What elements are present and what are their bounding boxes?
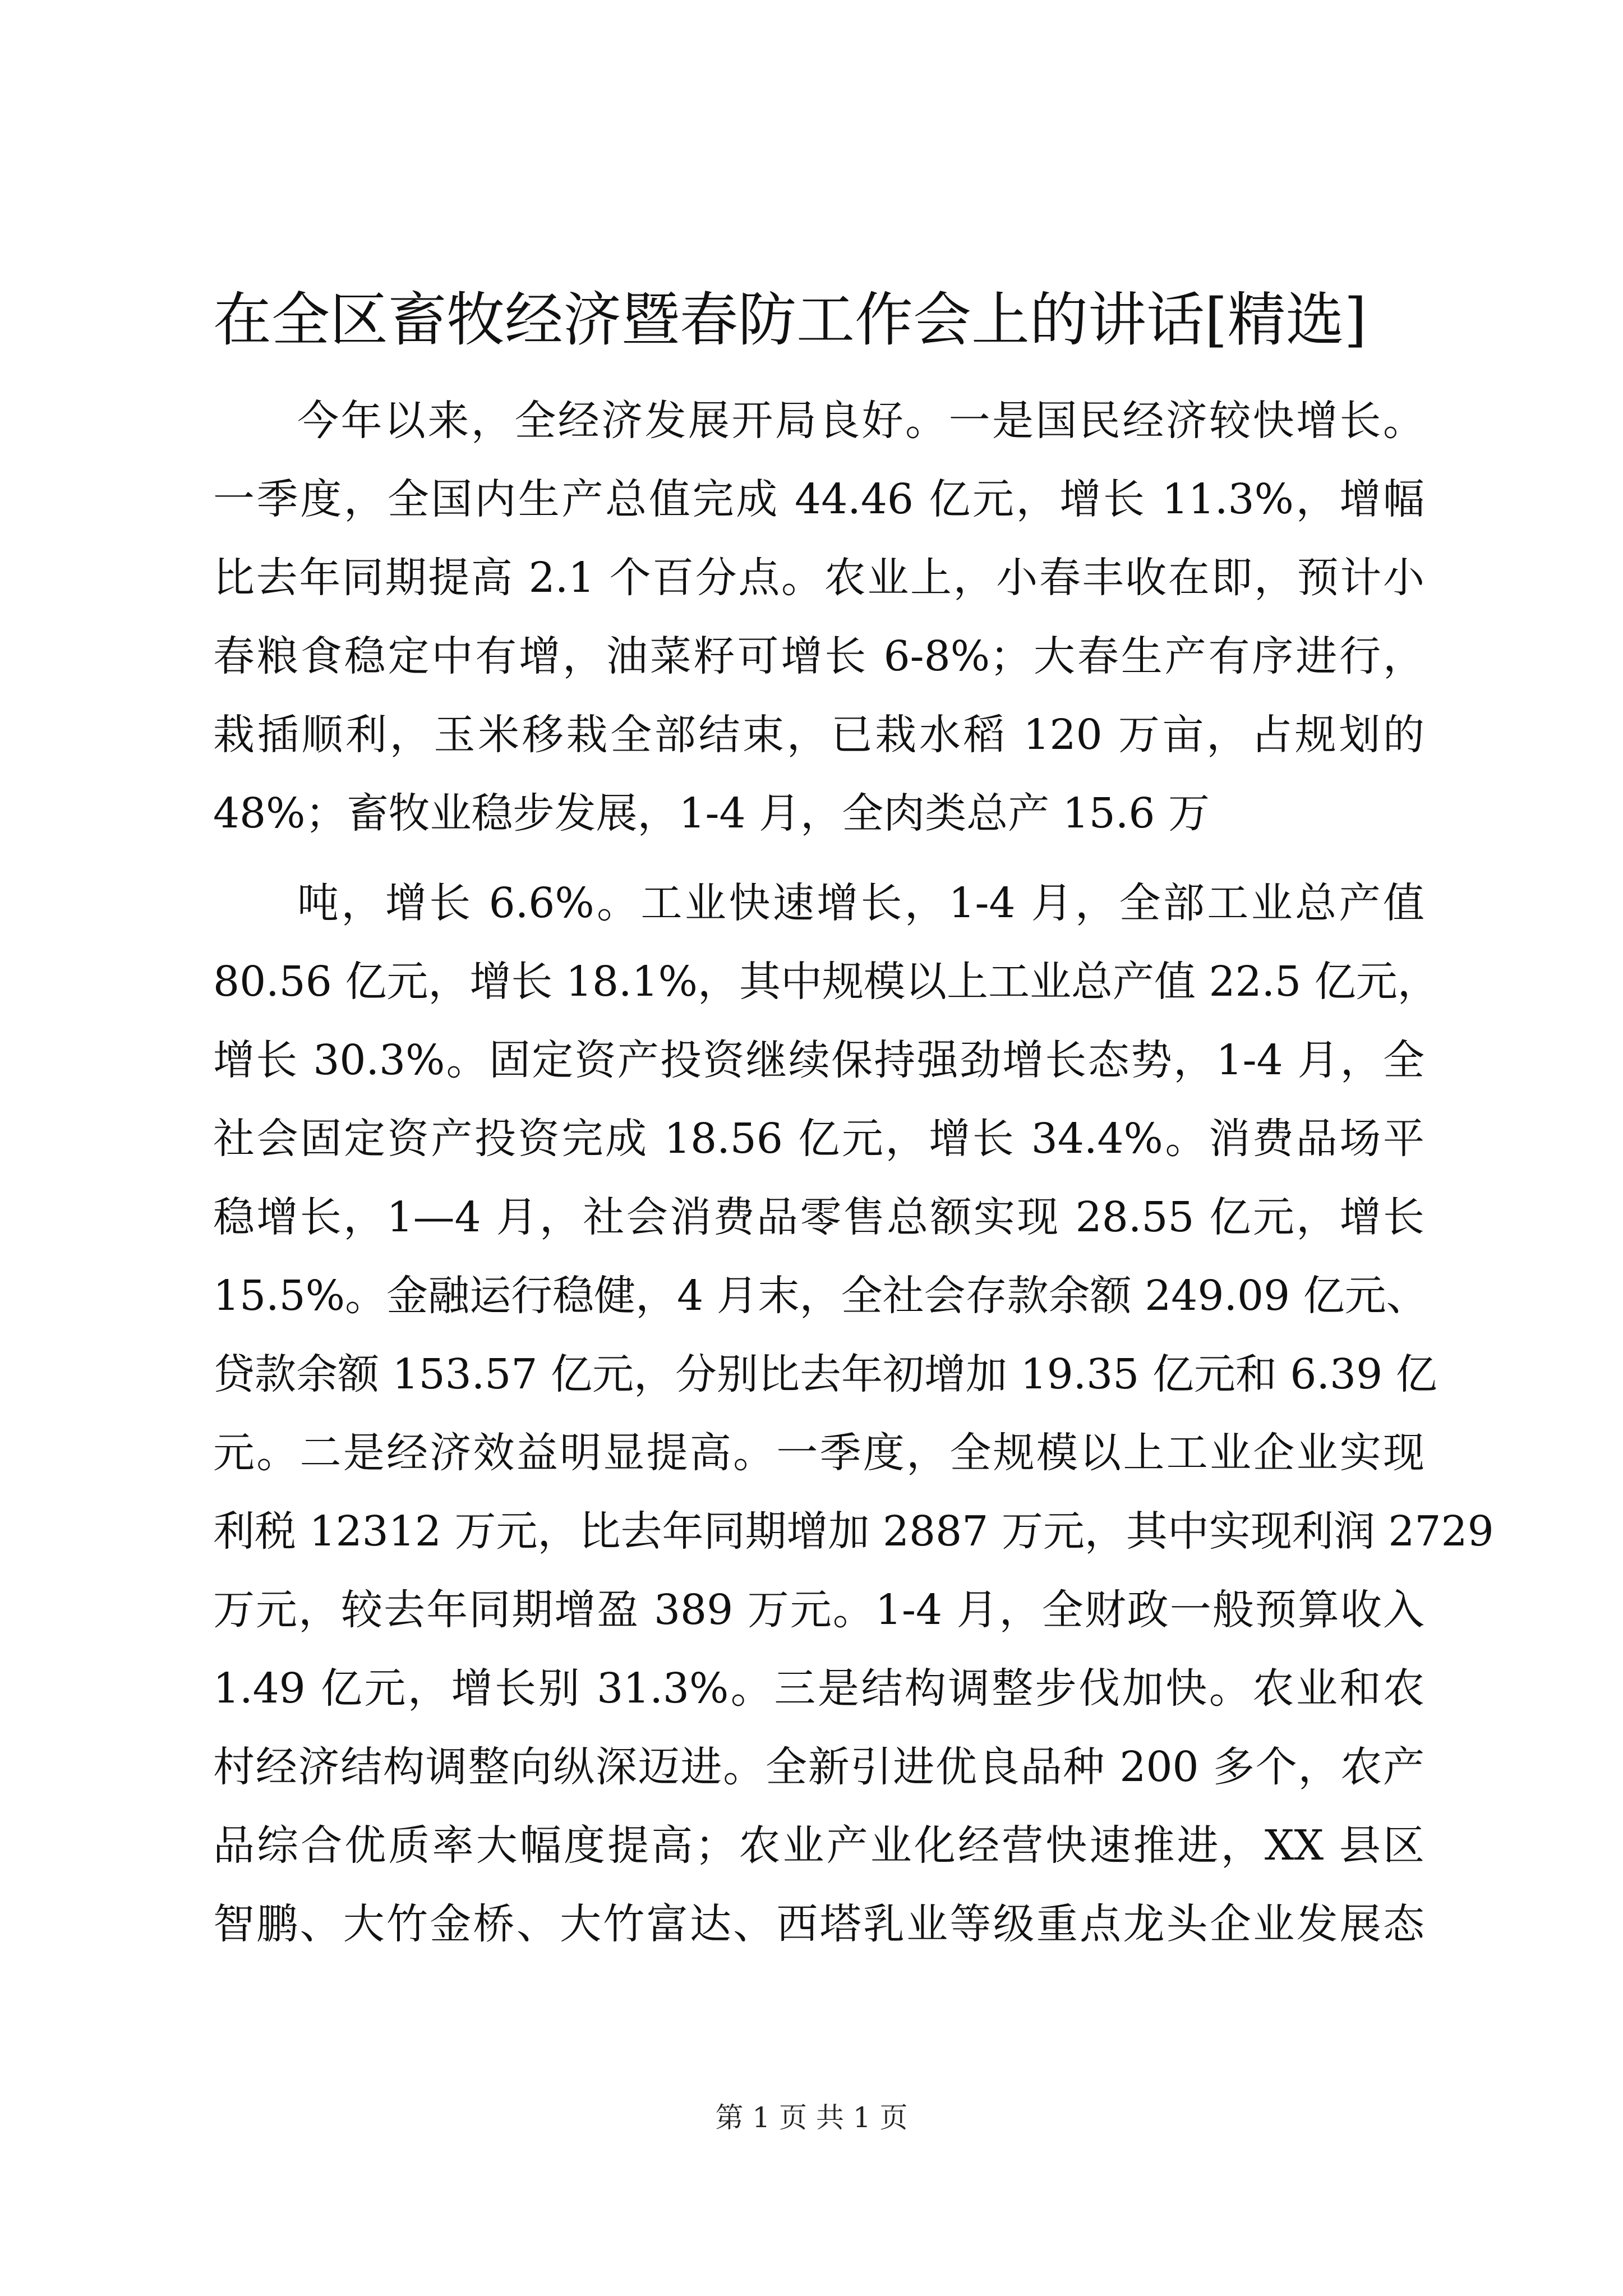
paragraph-line: 社会固定资产投资完成 18.56 亿元，增长 34.4%。消费品场平: [213, 1115, 1424, 1163]
paragraph-line: 品综合优质率大幅度提高；农业产业化经营快速推进，XX 县区: [213, 1821, 1424, 1870]
paragraph-line: 贷款余额 153.57 亿元，分别比去年初增加 19.35 亿元和 6.39 亿: [213, 1350, 1437, 1398]
paragraph-line: 栽插顺利，玉米移栽全部结束，已栽水稻 120 万亩，占规划的: [213, 711, 1424, 759]
page-footer: 第 1 页 共 1 页: [715, 2101, 908, 2134]
paragraph-line: 春粮食稳定中有增，油菜籽可增长 6-8%；大春生产有序进行，: [213, 632, 1424, 680]
paragraph-line: 80.56 亿元，增长 18.1%，其中规模以上工业总产值 22.5 亿元，: [213, 958, 1439, 1006]
paragraph-line: 48%；畜牧业稳步发展，1-4 月，全肉类总产 15.6 万: [213, 789, 1210, 838]
paragraph-line: 稳增长，1—4 月，社会消费品零售总额实现 28.55 亿元，增长: [213, 1193, 1424, 1241]
paragraph-line: 万元，较去年同期增盈 389 万元。1-4 月，全财政一般预算收入: [213, 1586, 1424, 1634]
paragraph-line: 今年以来，全经济发展开局良好。一是国民经济较快增长。: [297, 397, 1424, 445]
paragraph-line: 比去年同期提高 2.1 个百分点。农业上，小春丰收在即，预计小: [213, 554, 1424, 602]
paragraph-line: 1.49 亿元，增长别 31.3%。三是结构调整步伐加快。农业和农: [213, 1664, 1424, 1713]
document-title: 在全区畜牧经济暨春防工作会上的讲话[精选]: [213, 286, 1367, 354]
paragraph-line: 增长 30.3%。固定资产投资继续保持强劲增长态势，1-4 月，全: [213, 1036, 1424, 1084]
paragraph-line: 15.5%。金融运行稳健，4 月末，全社会存款余额 249.09 亿元、: [213, 1272, 1428, 1320]
paragraph-line: 智鹏、大竹金桥、大竹富达、西塔乳业等级重点龙头企业发展态: [213, 1900, 1424, 1948]
paragraph-line: 元。二是经济效益明显提高。一季度，全规模以上工业企业实现: [213, 1429, 1424, 1477]
paragraph-line: 村经济结构调整向纵深迈进。全新引进优良品种 200 多个，农产: [213, 1743, 1424, 1791]
paragraph-line: 吨，增长 6.6%。工业快速增长，1-4 月，全部工业总产值: [297, 879, 1424, 927]
paragraph-line: 一季度，全国内生产总值完成 44.46 亿元，增长 11.3%，增幅: [213, 475, 1424, 523]
paragraph-line: 利税 12312 万元，比去年同期增加 2887 万元，其中实现利润 2729: [213, 1507, 1494, 1556]
